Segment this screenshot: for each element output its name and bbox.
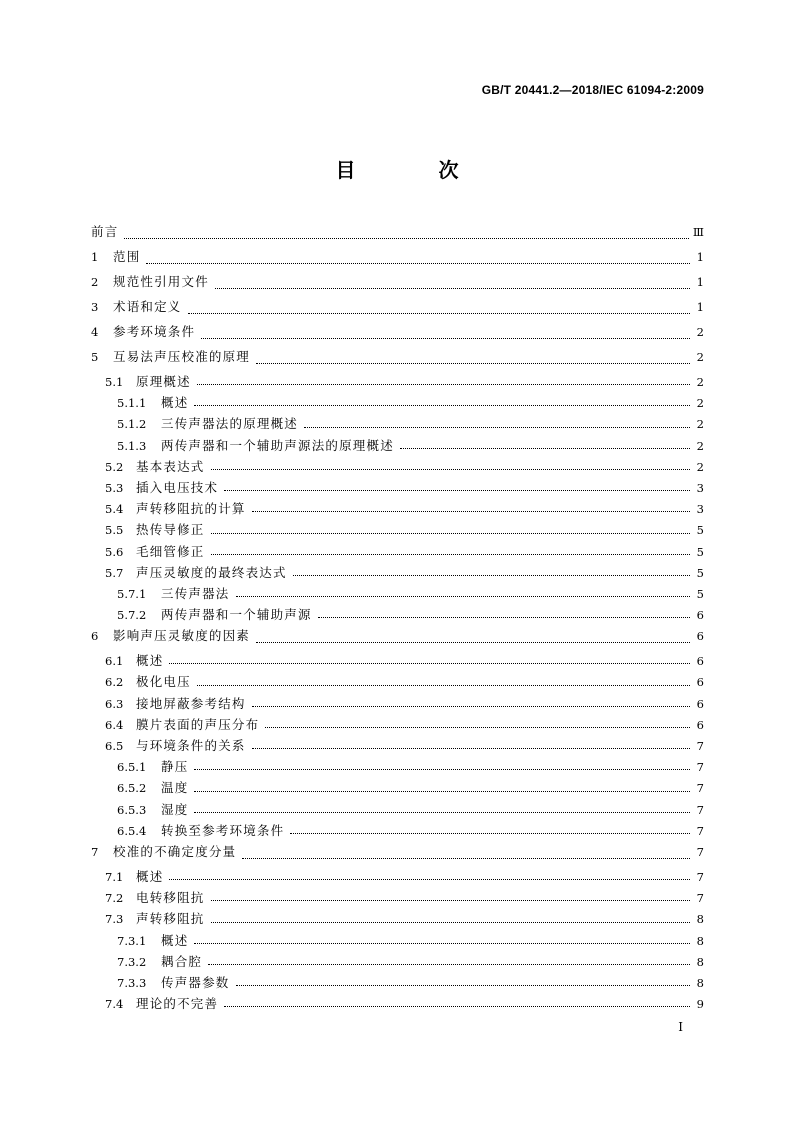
toc-entry-label: 静压	[161, 759, 189, 775]
toc-entry-number: 5.3	[105, 480, 124, 495]
toc-entry-number: 6.5.4	[117, 823, 147, 838]
toc-entry[interactable]	[91, 298, 704, 323]
toc-entry-number: 6.1	[105, 654, 124, 669]
toc-entry[interactable]	[91, 995, 704, 1016]
toc-entry-number: 2	[91, 275, 99, 289]
toc-entry-number: 7.3.2	[117, 954, 147, 969]
toc-entry-page: Ⅲ	[692, 225, 704, 239]
toc-dot-leader	[242, 858, 690, 859]
toc-dot-leader	[256, 363, 690, 364]
toc-entry-label: 热传导修正	[136, 522, 205, 538]
toc-entry-label: 两传声器和一个辅助声源法的原理概述	[161, 437, 394, 453]
toc-entry-number: 6.3	[105, 696, 124, 711]
toc-entry-number: 7.3.1	[117, 933, 147, 948]
toc-entry-label: 与环境条件的关系	[136, 738, 246, 753]
toc-dot-leader	[211, 554, 690, 555]
toc-entry-page: 1	[696, 300, 704, 314]
toc-entry-page: 2	[696, 325, 704, 339]
toc-entry-number: 5.4	[105, 502, 124, 517]
standard-number: GB/T 20441.2—2018/IEC 61094-2:2009	[481, 83, 704, 97]
toc-entry-label: 声转移阻抗	[136, 911, 205, 927]
toc-entry[interactable]	[91, 373, 704, 394]
toc-entry-label: 理论的不完善	[136, 996, 219, 1012]
toc-dot-leader	[208, 964, 690, 965]
toc-entry-page: 8	[696, 912, 704, 927]
toc-entry-label: 三传声器法	[161, 585, 230, 601]
toc-entry-page: 8	[696, 933, 704, 948]
toc-entry-page: 7	[696, 891, 704, 906]
toc-entry[interactable]	[91, 953, 704, 974]
toc-entry-page: 6	[696, 717, 704, 732]
toc-dot-leader	[169, 663, 690, 664]
toc-entry-label: 接地屏蔽参考结构	[136, 695, 246, 711]
toc-entry-label: 校准的不确定度分量	[113, 843, 237, 859]
toc-dot-leader	[252, 748, 690, 749]
toc-dot-leader	[236, 985, 690, 986]
toc-dot-leader	[215, 288, 690, 289]
toc-entry-page: 2	[696, 350, 704, 364]
toc-entry-label: 原理概述	[136, 374, 191, 389]
toc-dot-leader	[194, 405, 690, 406]
toc-dot-leader	[293, 575, 690, 576]
toc-entry-label: 概述	[136, 868, 164, 884]
toc-dot-leader	[194, 791, 690, 792]
toc-dot-leader	[224, 1006, 690, 1007]
toc-dot-leader	[211, 533, 690, 534]
toc-entry-number: 6	[91, 629, 99, 644]
toc-entry-label: 湿度	[161, 801, 189, 817]
toc-dot-leader	[211, 922, 690, 923]
table-of-contents	[91, 223, 704, 1016]
toc-entry-page: 5	[696, 565, 704, 580]
toc-entry-page: 2	[696, 396, 704, 411]
toc-entry[interactable]	[91, 974, 704, 995]
page-title: 目 次	[335, 158, 497, 182]
toc-entry-page: 7	[696, 739, 704, 753]
toc-entry-page: 1	[696, 250, 704, 264]
toc-entry-number: 5.1.3	[117, 438, 147, 453]
toc-entry-page: 7	[696, 760, 704, 775]
toc-entry-label: 规范性引用文件	[113, 274, 209, 289]
toc-entry[interactable]	[91, 437, 704, 458]
toc-entry[interactable]	[91, 323, 704, 348]
toc-entry[interactable]	[91, 822, 704, 843]
toc-entry-number: 5.1.2	[117, 417, 147, 432]
toc-entry-label: 两传声器和一个辅助声源	[161, 607, 312, 623]
toc-dot-leader	[194, 943, 690, 944]
toc-entry[interactable]	[91, 889, 704, 910]
toc-entry[interactable]	[91, 543, 704, 564]
toc-entry-number: 7.1	[105, 869, 124, 884]
toc-entry[interactable]	[91, 521, 704, 542]
toc-entry-page: 7	[696, 844, 704, 859]
toc-dot-leader	[194, 812, 690, 813]
toc-entry[interactable]	[91, 868, 704, 889]
toc-entry-number: 5.7.2	[117, 608, 147, 623]
toc-entry-page: 7	[696, 869, 704, 884]
toc-entry-number: 6.4	[105, 717, 124, 732]
toc-entry-number: 7	[91, 844, 99, 859]
toc-dot-leader	[197, 384, 690, 385]
toc-entry-page: 2	[696, 417, 704, 432]
toc-entry[interactable]	[91, 348, 704, 373]
toc-entry-label: 极化电压	[136, 674, 191, 690]
toc-dot-leader	[211, 469, 690, 470]
toc-entry[interactable]	[91, 695, 704, 716]
toc-entry[interactable]	[91, 223, 704, 248]
toc-entry-number: 5.6	[105, 544, 124, 559]
toc-entry-number: 7.3	[105, 912, 124, 927]
toc-entry-label: 转换至参考环境条件	[161, 822, 285, 838]
toc-entry-label: 毛细管修正	[136, 543, 205, 559]
toc-entry-number: 7.2	[105, 891, 124, 906]
page-number: I	[678, 1020, 683, 1034]
toc-entry-number: 5.5	[105, 523, 124, 538]
toc-entry-number: 6.2	[105, 675, 124, 690]
toc-entry-page: 3	[696, 480, 704, 495]
toc-entry[interactable]	[91, 779, 704, 800]
toc-entry-number: 6.5.3	[117, 802, 147, 817]
toc-entry-page: 5	[696, 586, 704, 601]
toc-entry[interactable]	[91, 273, 704, 298]
toc-dot-leader	[265, 727, 690, 728]
toc-entry-page: 6	[696, 654, 704, 669]
toc-entry-page: 5	[696, 544, 704, 559]
toc-entry-label: 耦合腔	[161, 953, 203, 969]
toc-entry-label: 概述	[136, 653, 164, 669]
toc-entry-page: 5	[696, 523, 704, 538]
toc-entry-label: 范围	[113, 249, 141, 264]
toc-entry[interactable]	[91, 673, 704, 694]
toc-entry-label: 膜片表面的声压分布	[136, 716, 260, 732]
toc-dot-leader	[211, 900, 690, 901]
toc-dot-leader	[400, 448, 690, 449]
toc-entry[interactable]	[91, 737, 704, 758]
toc-entry[interactable]	[91, 606, 704, 627]
toc-entry-page: 6	[696, 608, 704, 623]
toc-entry-page: 6	[696, 696, 704, 711]
toc-entry-number: 6.5.2	[117, 781, 147, 796]
toc-entry[interactable]	[91, 564, 704, 585]
toc-entry-label: 传声器参数	[161, 974, 230, 990]
toc-entry-page: 3	[696, 502, 704, 517]
toc-entry-page: 2	[696, 438, 704, 453]
toc-entry-number: 5.1	[105, 375, 124, 389]
toc-dot-leader	[169, 879, 690, 880]
toc-dot-leader	[318, 617, 690, 618]
toc-dot-leader	[146, 263, 690, 264]
toc-entry[interactable]	[91, 758, 704, 779]
toc-entry[interactable]	[91, 500, 704, 521]
toc-entry[interactable]	[91, 248, 704, 273]
toc-entry-page: 6	[696, 629, 704, 644]
toc-dot-leader	[252, 706, 690, 707]
toc-entry-label: 概述	[161, 395, 189, 411]
toc-entry-label: 概述	[161, 932, 189, 948]
toc-dot-leader	[224, 490, 690, 491]
toc-entry-label: 基本表达式	[136, 458, 205, 474]
toc-entry-label: 术语和定义	[113, 299, 182, 314]
toc-entry-number: 7.3.3	[117, 975, 147, 990]
toc-entry-label: 互易法声压校准的原理	[113, 349, 251, 364]
toc-dot-leader	[290, 833, 690, 834]
toc-dot-leader	[256, 642, 690, 643]
toc-entry-page: 7	[696, 781, 704, 796]
toc-entry-page: 8	[696, 954, 704, 969]
toc-entry[interactable]	[91, 458, 704, 479]
toc-entry-page: 6	[696, 675, 704, 690]
toc-entry-page: 7	[696, 823, 704, 838]
toc-entry[interactable]	[91, 627, 704, 652]
toc-entry-page: 7	[696, 802, 704, 817]
toc-entry[interactable]	[91, 394, 704, 415]
toc-entry-label: 声压灵敏度的最终表达式	[136, 564, 287, 580]
toc-entry[interactable]	[91, 932, 704, 953]
toc-entry-label: 三传声器法的原理概述	[161, 416, 299, 432]
toc-entry-label: 温度	[161, 780, 189, 796]
toc-dot-leader	[304, 427, 690, 428]
toc-entry-number: 6.5.1	[117, 760, 147, 775]
toc-entry-number: 5.7.1	[117, 586, 147, 601]
toc-entry[interactable]	[91, 585, 704, 606]
toc-entry-label: 电转移阻抗	[136, 890, 205, 906]
toc-entry-label: 插入电压技术	[136, 479, 219, 495]
toc-entry-number: 7.4	[105, 997, 124, 1012]
toc-entry-page: 1	[696, 275, 704, 289]
toc-dot-leader	[188, 313, 690, 314]
toc-dot-leader	[124, 238, 689, 239]
toc-entry-label: 参考环境条件	[113, 324, 196, 339]
toc-entry-number: 1	[91, 250, 99, 264]
toc-entry[interactable]	[91, 801, 704, 822]
toc-entry-number: 5	[91, 350, 99, 364]
toc-entry[interactable]	[91, 843, 704, 868]
toc-entry-number: 5.1.1	[117, 396, 147, 411]
toc-entry-number: 4	[91, 325, 99, 339]
toc-dot-leader	[252, 511, 690, 512]
toc-entry-number: 5.7	[105, 565, 124, 580]
toc-entry-number: 3	[91, 300, 99, 314]
toc-entry[interactable]	[91, 415, 704, 436]
toc-dot-leader	[201, 338, 690, 339]
toc-entry-page: 2	[696, 375, 704, 389]
toc-dot-leader	[236, 596, 690, 597]
toc-entry-page: 2	[696, 459, 704, 474]
toc-entry-label: 声转移阻抗的计算	[136, 501, 246, 517]
toc-entry-label: 前言	[91, 224, 119, 239]
toc-dot-leader	[194, 769, 690, 770]
toc-entry[interactable]	[91, 652, 704, 673]
toc-dot-leader	[197, 685, 690, 686]
toc-entry[interactable]	[91, 910, 704, 931]
toc-entry[interactable]	[91, 716, 704, 737]
toc-entry-label: 影响声压灵敏度的因素	[113, 628, 251, 644]
toc-entry-page: 9	[696, 997, 704, 1012]
toc-entry[interactable]	[91, 479, 704, 500]
toc-entry-number: 5.2	[105, 459, 124, 474]
toc-entry-page: 8	[696, 975, 704, 990]
toc-entry-number: 6.5	[105, 739, 124, 753]
